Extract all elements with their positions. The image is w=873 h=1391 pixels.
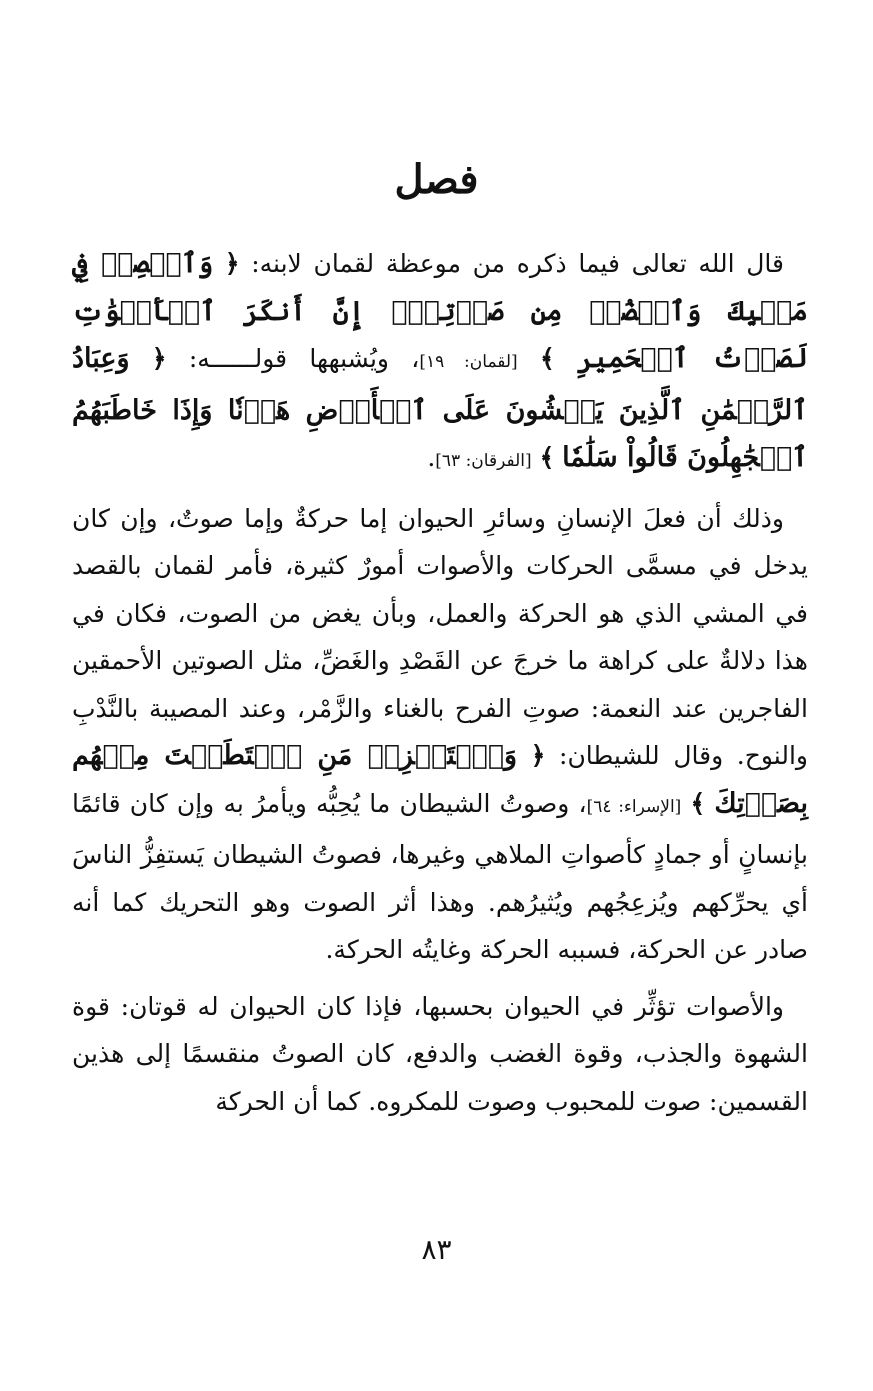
- paragraph-2: [72, 495, 808, 974]
- verse-reference-furqan: [الفرقان: ٦٣]: [435, 451, 532, 471]
- paragraph-1-mid: ، ويُشبهها قولــــــه:: [166, 344, 420, 373]
- section-title: فصل: [394, 156, 479, 203]
- paragraph-3: [72, 983, 808, 1126]
- quran-verse-luqman: وَٱقۡصِدۡ فِي مَشۡيِكَ وَٱغۡضُضۡ مِن صَوۡتِكَۚ إِنَّ أَنكَرَ ٱلۡأَصۡوَٰتِ لَصَوۡتُ ٱلۡحَمِيرِ: [72, 248, 808, 374]
- ornate-bracket-open: ﴿: [530, 741, 546, 770]
- page-body: [72, 240, 808, 1125]
- paragraph-2-part-2: ، وصوتُ الشيطان ما يُحِبُّه ويأمرُ به وإن كان قائمًا بإنسانٍ أو جمادٍ كأصواتِ الملاهي وغيرها، فصوتُ الشيطان يَستفِزُّ الناسَ أي يحرِّكهم ويُزعِجُهم ويُثيرُهم. وهذا أثر الصوت وهو التحريك كما أنه صادر عن الحركة، فسببه الحركة وغايتُه الحركة.: [72, 788, 808, 964]
- paragraph-1: [72, 240, 808, 486]
- paragraph-1-end: .: [427, 443, 436, 472]
- ornate-bracket-close: ﴾: [690, 788, 706, 818]
- paragraph-3-text: والأصوات تؤثِّر في الحيوان بحسبها، فإذا كان الحيوان له قوتان: قوة الشهوة والجذب، وقوة الغضب والدفع، كان الصوتُ منقسمًا إلى هذين القسمين: صوت للمحبوب وصوت للمكروه. كما أن الحركة: [72, 991, 808, 1116]
- verse-reference-isra: [الإسراء: ٦٤]: [586, 796, 682, 817]
- paragraph-1-intro: قال الله تعالى فيما ذكره من موعظة لقمان لابنه:: [239, 249, 784, 278]
- ornate-bracket-open: ﴿: [151, 344, 167, 373]
- ornate-bracket-open: ﴿: [224, 249, 240, 278]
- paragraph-2-part-1: وذلك أن فعلَ الإنسانِ وسائرِ الحيوان إما حركةٌ وإما صوتٌ، وإن كان يدخل في مسمَّى الحركات والأصوات أمورٌ كثيرة، فأمر لقمان بالقصد في المشي الذي هو الحركة والعمل، وبأن يغض من الصوت، فكان في هذا دلالةٌ على كراهة ما خرجَ عن القَصْدِ والغَضِّ، مثل الصوتين الأحمقين الفاجرين عند النعمة: صوتِ الفرح بالغناء والزَّمْر، وعند المصيبة بالنَّدْبِ والنوح. وقال للشيطان:: [72, 503, 808, 770]
- verse-reference-luqman: [لقمان: ١٩]: [419, 352, 518, 372]
- ornate-bracket-close: ﴾: [539, 443, 555, 472]
- quran-verse-isra: وَٱسۡتَفۡزِزۡ مَنِ ٱسۡتَطَعۡتَ مِنۡهُم بِصَوۡتِكَ: [72, 740, 808, 819]
- quran-verse-furqan: وَعِبَادُ ٱلرَّحۡمَٰنِ ٱلَّذِينَ يَمۡشُونَ عَلَى ٱلۡأَرۡضِ هَوۡنٗا وَإِذَا خَاطَبَهُمُ ٱلۡجَٰهِلُونَ قَالُواْ سَلَٰمٗا: [72, 343, 808, 473]
- page-number: ٨٣: [421, 1233, 452, 1266]
- ornate-bracket-close: ﴾: [540, 344, 555, 373]
